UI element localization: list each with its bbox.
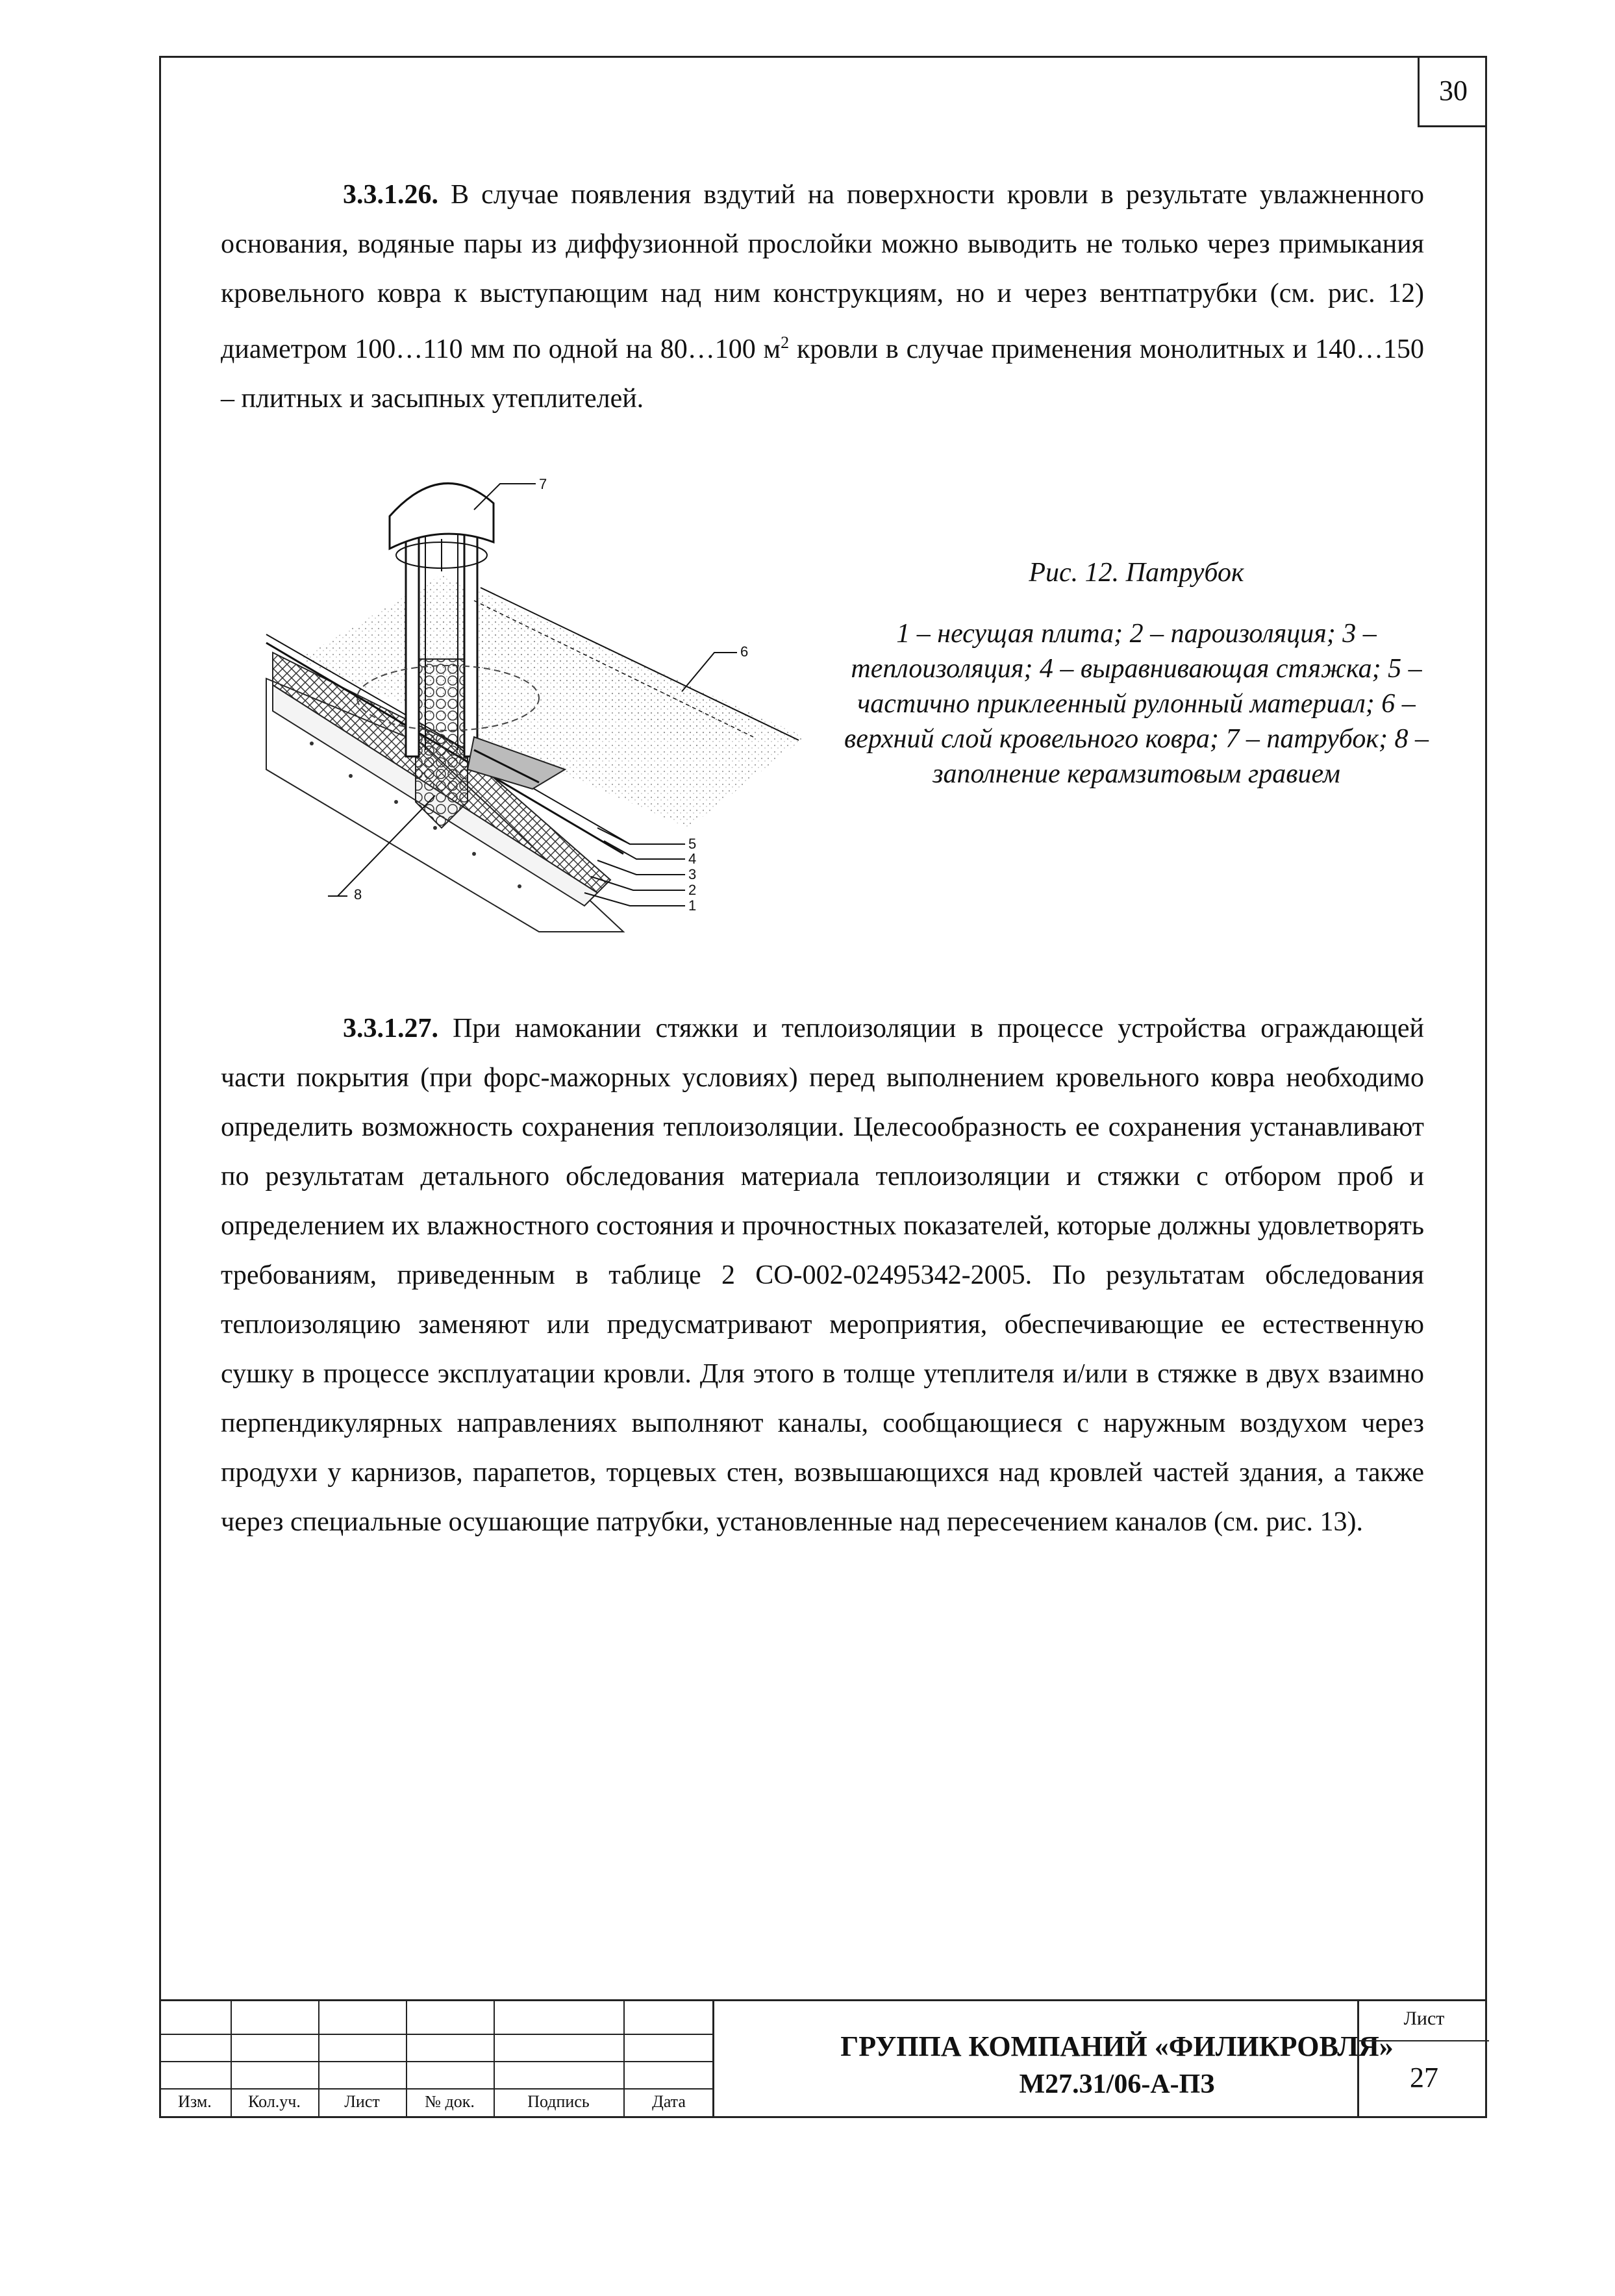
paragraph-text: В случае появления вздутий на поверхности кровли в результате увлажненного основания, водяные пары из диффузионной прослойки можно выводить не только через примыкания кровельного ковра к выступающим над ним конструкциям, но и через вентпатрубки (см. рис. 12) диаметром 100…110 мм по одной на 80…100 м <box>221 180 1424 364</box>
figure-title: Рис. 12. Патрубок <box>1029 558 1244 588</box>
vent-pipe-drawing <box>260 464 805 945</box>
callout-2: 2 <box>688 882 697 898</box>
col-kol-uch: Кол.уч. <box>248 2092 301 2111</box>
col-doc-num: № док. <box>425 2092 475 2111</box>
corner-page-number: 30 <box>1418 56 1487 127</box>
callout-8: 8 <box>354 886 362 903</box>
col-date: Дата <box>652 2092 686 2111</box>
col-izm: Изм. <box>178 2092 212 2111</box>
paragraph-text: При намокании стяжки и теплоизоляции в процессе устройства ограждающей части покрытия (при форс-мажорных условиях) перед выполнением кровельного ковра необходимо определить возможность сохранения теплоизоляции. Целесообразность ее сохранения устанавливают по результатам детального обследования материала теплоизоляции и стяжки с отбором проб и определением их влажностного состояния и прочностных показателей, которые должны удовлетворять требованиям, приведенным в таблице 2 СО-002-02495342-2005. По результатам обследования теплоизоляцию заменяют или предусматривают мероприятия, обеспечивающие ее естественную сушку в процессе эксплуатации кровли. Для этого в толще утеплителя и/или в стяжке в двух взаимно перпендикулярных направлениях выполняют каналы, сообщающиеся с наружным воздухом через продухи у карнизов, парапетов, торцевых стен, возвышающихся над кровлей частей здания, а также через специальные осушающие патрубки, установленные над пересечением каналов (см. рис. 13). <box>221 1014 1424 1537</box>
figure-legend: 1 – несущая плита; 2 – пароизоляция; 3 – теплоизоляция; 4 – выравнивающая стяжка; 5 – частично приклеенный рулонный материал; 6 – верхний слой кровельного ковра; 7 – патрубок; 8 – заполнение керамзитовым гравием <box>844 619 1429 789</box>
callout-5: 5 <box>688 836 697 852</box>
paragraph-text-end: кровли в случае применения монолитных и 140…150 – плитных и засыпных утеплителей. <box>221 334 1424 414</box>
callout-4: 4 <box>688 851 697 867</box>
sheet-label: Лист <box>1403 2008 1445 2029</box>
revision-grid <box>159 2001 714 2118</box>
callout-3: 3 <box>688 866 697 882</box>
callout-7: 7 <box>539 476 547 492</box>
paragraph-3-3-1-26 <box>221 170 1424 423</box>
company-name: ГРУППА КОМПАНИЙ «ФИЛИКРОВЛЯ» <box>840 2030 1394 2062</box>
col-signature: Подпись <box>527 2092 590 2111</box>
callout-1: 1 <box>688 897 697 914</box>
col-list: Лист <box>344 2092 380 2111</box>
sheet-box <box>1357 2001 1487 2118</box>
sheet-number: 27 <box>1410 2062 1438 2093</box>
paragraph-3-3-1-27 <box>221 1004 1424 1547</box>
callout-6: 6 <box>740 643 749 660</box>
figure-caption <box>844 555 1429 792</box>
superscript: 2 <box>781 333 790 352</box>
paragraph-number: 3.3.1.26. <box>343 180 438 210</box>
figure-vent-pipe <box>260 464 805 945</box>
paragraph-number: 3.3.1.27. <box>343 1014 438 1043</box>
title-block <box>159 1999 1487 2118</box>
document-number: М27.31/06-А-ПЗ <box>1019 2069 1215 2099</box>
